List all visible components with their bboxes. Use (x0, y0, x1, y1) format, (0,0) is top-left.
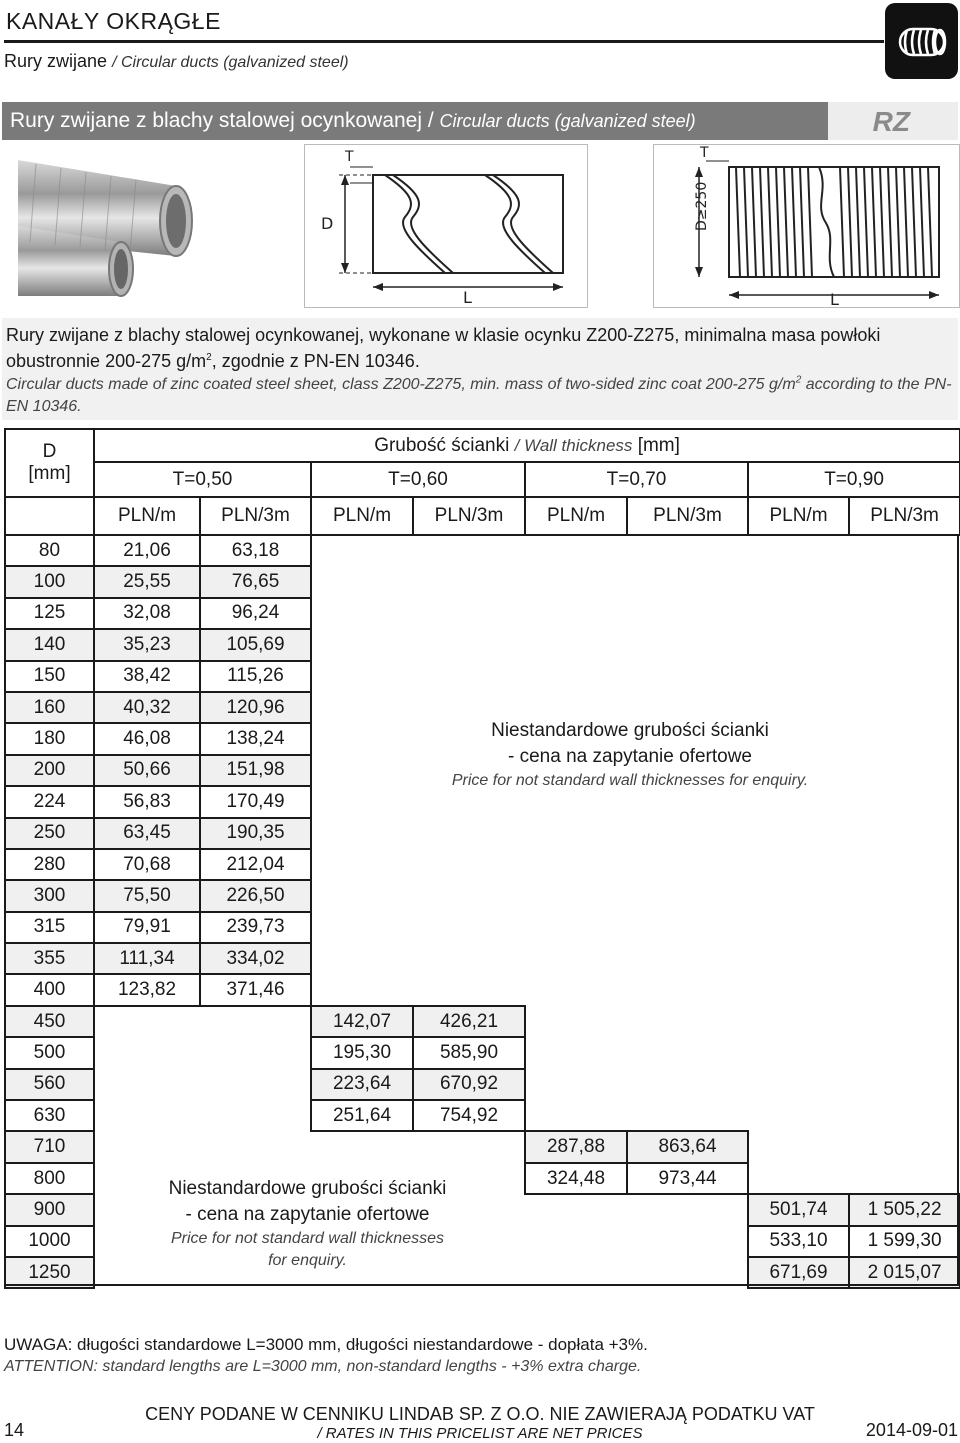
empty-price-cell (748, 535, 849, 566)
nonstd-left-en-b: for enquiry. (268, 1252, 347, 1269)
description-pl (6, 322, 956, 374)
empty-price-cell (849, 629, 960, 660)
empty-price-cell (748, 598, 849, 629)
price-per-3m-cell: 371,46 (200, 974, 311, 1005)
empty-price-cell (627, 598, 748, 629)
duct-diagram-corrugated (653, 144, 960, 308)
empty-price-cell (525, 1226, 627, 1257)
unit-pln-m: PLN/m (94, 497, 200, 535)
empty-price-cell (525, 1006, 627, 1037)
d-header: D (42, 441, 57, 462)
empty-price-cell (748, 1069, 849, 1100)
price-per-3m-cell: 863,64 (627, 1131, 748, 1162)
thickness-060: T=0,60 (311, 462, 525, 497)
empty-price-cell (413, 849, 525, 880)
section-title-en: Circular ducts (galvanized steel) (439, 111, 696, 131)
page-subtitle (4, 51, 349, 72)
empty-price-cell (311, 849, 413, 880)
empty-price-cell (849, 755, 960, 786)
diameter-cell: 200 (5, 755, 94, 786)
price-per-m-cell: 142,07 (311, 1006, 413, 1037)
price-per-3m-cell: 120,96 (200, 692, 311, 723)
empty-price-cell (627, 1069, 748, 1100)
unit-pln-3m: PLN/3m (200, 497, 311, 535)
table-row (5, 535, 960, 566)
empty-price-cell (627, 1006, 748, 1037)
empty-price-cell (311, 912, 413, 943)
description-en-text: Circular ducts made of zinc coated steel sheet, class Z200-Z275, min. mass of two-sided zinc coat 200-275 g/m (6, 376, 796, 393)
empty-price-cell (748, 1037, 849, 1068)
price-per-m-cell: 32,08 (94, 598, 200, 629)
price-per-m-cell: 50,66 (94, 755, 200, 786)
empty-price-cell (627, 629, 748, 660)
price-per-3m-cell: 96,24 (200, 598, 311, 629)
empty-price-cell (413, 566, 525, 597)
empty-price-cell (748, 1100, 849, 1131)
empty-price-cell (200, 1100, 311, 1131)
empty-price-cell (525, 1069, 627, 1100)
empty-price-cell (311, 818, 413, 849)
unit-pln-m: PLN/m (748, 497, 849, 535)
empty-price-cell (849, 880, 960, 911)
table-row (5, 598, 960, 629)
wt-en: / Wall thickness (514, 435, 633, 455)
price-per-m-cell: 123,82 (94, 974, 200, 1005)
empty-price-cell (525, 629, 627, 660)
unit-pln-3m: PLN/3m (627, 497, 748, 535)
diameter-cell: 500 (5, 1037, 94, 1068)
empty-price-cell (525, 1194, 627, 1225)
duct-diagram-spiral (304, 144, 588, 308)
diameter-cell: 300 (5, 880, 94, 911)
diagram1-l-label: L (463, 288, 472, 307)
nonstd-left-pl2: - cena na zapytanie ofertowe (185, 1204, 430, 1225)
diameter-cell: 250 (5, 818, 94, 849)
table-row (5, 1037, 960, 1068)
nonstd-left-pl1: Niestandardowe grubości ścianki (168, 1178, 447, 1199)
empty-price-cell (849, 535, 960, 566)
empty-price-cell (748, 974, 849, 1005)
empty-price-cell (849, 818, 960, 849)
table-row (5, 1100, 960, 1131)
table-row (5, 943, 960, 974)
price-per-3m-cell: 670,92 (413, 1069, 525, 1100)
price-per-3m-cell: 212,04 (200, 849, 311, 880)
diagram2-t-label: T (700, 145, 709, 161)
diameter-cell: 150 (5, 661, 94, 692)
price-per-3m-cell: 63,18 (200, 535, 311, 566)
price-per-m-cell: 25,55 (94, 566, 200, 597)
description-en-sup: 2 (795, 374, 802, 386)
section-title-pl: Rury zwijane z blachy stalowej ocynkowanej / (10, 109, 434, 132)
empty-price-cell (311, 692, 413, 723)
price-per-m-cell: 46,08 (94, 723, 200, 754)
note-en: ATTENTION: standard lengths are L=3000 mm, non-standard lengths - +3% extra charge. (4, 1358, 642, 1375)
unit-pln-3m: PLN/3m (413, 497, 525, 535)
empty-price-cell (311, 598, 413, 629)
table-row (5, 974, 960, 1005)
diameter-cell: 1250 (5, 1257, 94, 1288)
diameter-cell: 224 (5, 786, 94, 817)
empty-price-cell (627, 974, 748, 1005)
price-per-3m-cell: 1 599,30 (849, 1226, 960, 1257)
diagram1-t-label: T (345, 149, 354, 165)
header-rule (4, 40, 884, 43)
duct-photo (16, 146, 212, 306)
nonstd-right-pl2: - cena na zapytanie ofertowe (508, 746, 752, 767)
price-per-m-cell: 75,50 (94, 880, 200, 911)
diameter-cell: 180 (5, 723, 94, 754)
empty-price-cell (311, 943, 413, 974)
diameter-cell: 710 (5, 1131, 94, 1162)
diameter-cell: 315 (5, 912, 94, 943)
empty-price-cell (413, 661, 525, 692)
price-per-m-cell: 324,48 (525, 1163, 627, 1194)
empty-price-cell (311, 755, 413, 786)
diagram2-l-label: L (830, 290, 839, 307)
empty-price-cell (748, 1006, 849, 1037)
footer-net-note: / RATES IN THIS PRICELIST ARE NET PRICES (317, 1425, 643, 1442)
table-row (5, 1069, 960, 1100)
price-per-3m-cell: 76,65 (200, 566, 311, 597)
price-table (4, 428, 960, 1289)
diameter-cell: 450 (5, 1006, 94, 1037)
price-per-3m-cell: 105,69 (200, 629, 311, 660)
diameter-cell: 100 (5, 566, 94, 597)
price-per-m-cell: 35,23 (94, 629, 200, 660)
empty-price-cell (748, 1131, 849, 1162)
thickness-090: T=0,90 (748, 462, 960, 497)
price-per-m-cell: 56,83 (94, 786, 200, 817)
empty-price-cell (849, 943, 960, 974)
empty-price-cell (200, 1069, 311, 1100)
empty-price-cell (94, 1131, 200, 1162)
empty-price-cell (748, 912, 849, 943)
diameter-cell: 400 (5, 974, 94, 1005)
nonstandard-note-left (130, 1176, 485, 1272)
empty-price-cell (627, 661, 748, 692)
price-per-m-cell: 79,91 (94, 912, 200, 943)
price-per-m-cell: 533,10 (748, 1226, 849, 1257)
empty-price-cell (849, 598, 960, 629)
nonstandard-note-right (420, 718, 840, 792)
nonstd-left-en-a: Price for not standard wall thicknesses (170, 1230, 444, 1247)
empty-price-cell (311, 629, 413, 660)
section-band (2, 102, 958, 140)
table-row (5, 818, 960, 849)
price-per-3m-cell: 2 015,07 (849, 1257, 960, 1288)
col-header-d (5, 429, 94, 497)
price-per-m-cell: 38,42 (94, 661, 200, 692)
description-pl-sup: 2 (206, 352, 212, 363)
diameter-cell: 160 (5, 692, 94, 723)
empty-price-cell (627, 849, 748, 880)
empty-price-cell (200, 1037, 311, 1068)
empty-price-cell (525, 535, 627, 566)
empty-price-cell (311, 661, 413, 692)
empty-price-cell (627, 1100, 748, 1131)
empty-price-cell (748, 818, 849, 849)
empty-price-cell (94, 1100, 200, 1131)
empty-price-cell (525, 598, 627, 629)
price-per-3m-cell: 170,49 (200, 786, 311, 817)
empty-price-cell (413, 629, 525, 660)
empty-price-cell (413, 974, 525, 1005)
wt-unit: [mm] (637, 434, 680, 456)
empty-price-cell (849, 786, 960, 817)
price-per-3m-cell: 754,92 (413, 1100, 525, 1131)
unit-pln-m: PLN/m (525, 497, 627, 535)
description-pl-text: Rury zwijane z blachy stalowej ocynkowanej, wykonane w klasie ocynku Z200-Z275, minimalna masa powłoki obustronnie 200-275 g/m (6, 325, 881, 371)
price-per-3m-cell: 585,90 (413, 1037, 525, 1068)
price-per-3m-cell: 151,98 (200, 755, 311, 786)
subtitle-en: / Circular ducts (galvanized steel) (112, 54, 349, 71)
price-per-m-cell: 21,06 (94, 535, 200, 566)
price-per-m-cell: 287,88 (525, 1131, 627, 1162)
table-row (5, 1006, 960, 1037)
empty-price-cell (413, 880, 525, 911)
empty-price-cell (525, 1037, 627, 1068)
empty-price-cell (849, 1006, 960, 1037)
empty-price-cell (849, 1163, 960, 1194)
empty-price-cell (849, 723, 960, 754)
price-per-3m-cell: 190,35 (200, 818, 311, 849)
empty-price-cell (311, 786, 413, 817)
note-pl: UWAGA: długości standardowe L=3000 mm, długości niestandardowe - dopłata +3%. (4, 1335, 648, 1354)
page-number: 14 (4, 1420, 25, 1440)
table-row (5, 566, 960, 597)
price-per-3m-cell: 239,73 (200, 912, 311, 943)
empty-price-cell (627, 1257, 748, 1288)
nonstd-right-en: Price for not standard wall thicknesses for enquiry. (451, 772, 809, 789)
price-per-3m-cell: 115,26 (200, 661, 311, 692)
empty-price-cell (525, 1100, 627, 1131)
price-per-m-cell: 63,45 (94, 818, 200, 849)
price-per-3m-cell: 334,02 (200, 943, 311, 974)
price-per-m-cell: 251,64 (311, 1100, 413, 1131)
price-per-m-cell: 70,68 (94, 849, 200, 880)
empty-price-cell (627, 818, 748, 849)
empty-price-cell (748, 943, 849, 974)
empty-price-cell (413, 1131, 525, 1162)
price-per-m-cell: 111,34 (94, 943, 200, 974)
table-row (5, 629, 960, 660)
empty-price-cell (849, 566, 960, 597)
diameter-cell: 1000 (5, 1226, 94, 1257)
empty-price-cell (413, 912, 525, 943)
diagram2-d-label: D≥250 (694, 181, 710, 231)
description-en (6, 374, 956, 418)
empty-price-cell (525, 943, 627, 974)
empty-price-cell (748, 661, 849, 692)
table-row (5, 1131, 960, 1162)
price-per-m-cell: 40,32 (94, 692, 200, 723)
empty-price-cell (748, 849, 849, 880)
diagram1-d-label: D (321, 214, 334, 233)
empty-price-cell (627, 1226, 748, 1257)
section-title (2, 102, 828, 140)
diameter-cell: 560 (5, 1069, 94, 1100)
empty-price-cell (525, 849, 627, 880)
table-row (5, 880, 960, 911)
empty-price-cell (200, 1131, 311, 1162)
table-row (5, 912, 960, 943)
diameter-cell: 355 (5, 943, 94, 974)
empty-price-cell (849, 912, 960, 943)
thickness-070: T=0,70 (525, 462, 748, 497)
empty-price-cell (94, 1037, 200, 1068)
diameter-cell: 800 (5, 1163, 94, 1194)
empty-price-cell (849, 974, 960, 1005)
wall-thickness-header (94, 429, 960, 462)
empty-price-cell (525, 1257, 627, 1288)
empty-price-cell (627, 566, 748, 597)
empty-price-cell (525, 566, 627, 597)
diameter-cell: 125 (5, 598, 94, 629)
price-per-m-cell: 223,64 (311, 1069, 413, 1100)
unit-pln-3m: PLN/3m (849, 497, 960, 535)
empty-price-cell (849, 1100, 960, 1131)
price-per-m-cell: 195,30 (311, 1037, 413, 1068)
empty-price-cell (413, 943, 525, 974)
empty-price-cell (627, 880, 748, 911)
empty-price-cell (200, 1006, 311, 1037)
page-title: KANAŁY OKRĄGŁE (6, 8, 221, 34)
empty-price-cell (311, 974, 413, 1005)
empty-price-cell (627, 943, 748, 974)
empty-price-cell (525, 912, 627, 943)
price-per-3m-cell: 973,44 (627, 1163, 748, 1194)
empty-price-cell (413, 598, 525, 629)
empty-price-cell (748, 880, 849, 911)
empty-price-cell (311, 566, 413, 597)
diameter-cell: 900 (5, 1194, 94, 1225)
diameter-cell: 80 (5, 535, 94, 566)
diameter-cell: 140 (5, 629, 94, 660)
price-per-3m-cell: 426,21 (413, 1006, 525, 1037)
empty-price-cell (748, 1163, 849, 1194)
unit-pln-m: PLN/m (311, 497, 413, 535)
d-unit: [mm] (28, 463, 71, 484)
empty-price-cell (413, 818, 525, 849)
nonstd-right-pl1: Niestandardowe grubości ścianki (491, 720, 769, 741)
empty-price-cell (525, 880, 627, 911)
empty-price-cell (311, 880, 413, 911)
empty-price-cell (849, 1037, 960, 1068)
empty-price-cell (748, 629, 849, 660)
description-pl-end: , zgodnie z PN-EN 10346. (211, 351, 420, 371)
wt-pl: Grubość ścianki (374, 434, 510, 456)
subtitle-pl: Rury zwijane (4, 51, 108, 71)
price-per-3m-cell: 138,24 (200, 723, 311, 754)
table-row (5, 661, 960, 692)
empty-price-cell (627, 912, 748, 943)
price-per-3m-cell: 226,50 (200, 880, 311, 911)
empty-price-cell (94, 1006, 200, 1037)
footer-date: 2014-09-01 (865, 1420, 958, 1440)
empty-price-cell (525, 818, 627, 849)
price-per-m-cell: 501,74 (748, 1194, 849, 1225)
empty-price-cell (627, 1194, 748, 1225)
description-en-end: according to the PN-EN 10346. (6, 376, 952, 415)
product-code: RZ (872, 106, 910, 137)
empty-price-cell (748, 566, 849, 597)
empty-price-cell (311, 535, 413, 566)
empty-price-cell (525, 661, 627, 692)
empty-price-cell (849, 661, 960, 692)
empty-price-cell (849, 1131, 960, 1162)
empty-price-cell (849, 692, 960, 723)
price-per-m-cell: 671,69 (748, 1257, 849, 1288)
spiral-duct-icon (885, 3, 958, 79)
price-per-3m-cell: 1 505,22 (849, 1194, 960, 1225)
empty-price-cell (94, 1069, 200, 1100)
empty-price-cell (525, 974, 627, 1005)
footer-vat-note: CENY PODANE W CENNIKU LINDAB SP. Z O.O. NIE ZAWIERAJĄ PODATKU VAT (145, 1404, 815, 1424)
empty-price-cell (311, 1131, 413, 1162)
diameter-cell: 630 (5, 1100, 94, 1131)
empty-price-cell (413, 535, 525, 566)
thickness-050: T=0,50 (94, 462, 311, 497)
empty-price-cell (627, 1037, 748, 1068)
empty-price-cell (849, 1069, 960, 1100)
table-row (5, 849, 960, 880)
diameter-cell: 280 (5, 849, 94, 880)
empty-price-cell (311, 723, 413, 754)
empty-price-cell (627, 535, 748, 566)
empty-price-cell (849, 849, 960, 880)
unit-empty (5, 497, 94, 535)
